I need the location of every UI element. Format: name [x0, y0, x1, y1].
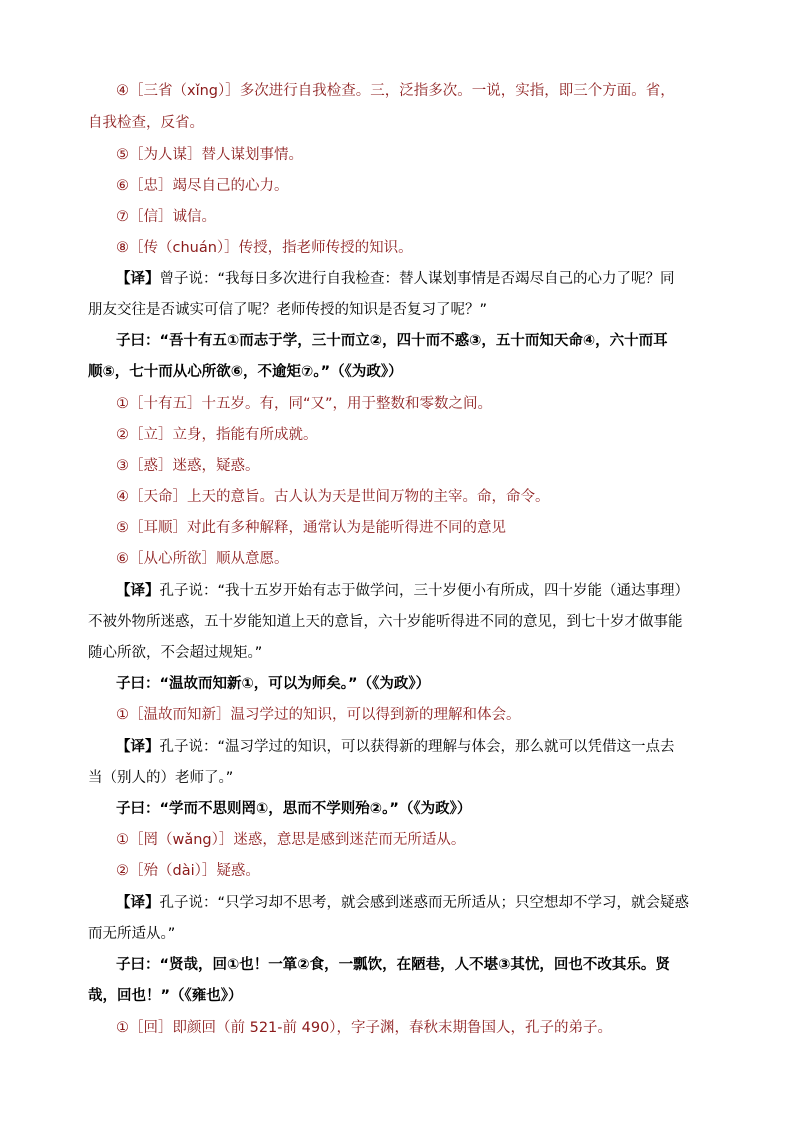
- note-line: ④［天命］上天的意旨。古人认为天是世间万物的主宰。命，命令。: [116, 489, 550, 505]
- note-line: ⑥［从心所欲］顺从意愿。: [116, 551, 289, 567]
- translation-tag: 【译】: [116, 895, 160, 911]
- translation-line: 不被外物所迷惑，五十岁能知道上天的意旨，六十岁能听得进不同的意见，到七十岁才做事能: [88, 614, 683, 630]
- note-line: ②［殆（dài）］疑惑。: [116, 863, 260, 879]
- note-line: ①［罔（wǎng）］迷惑，意思是感到迷茫而无所适从。: [116, 832, 466, 848]
- note-line: ⑦［信］诚信。: [116, 209, 216, 225]
- note-line: ③［惑］迷惑，疑惑。: [116, 458, 260, 474]
- note-line: ⑥［忠］竭尽自己的心力。: [116, 178, 289, 194]
- translation-text: 孔子说：“我十五岁开始有志于做学问，三十岁便小有所成，四十岁能（通达事理）: [159, 583, 690, 599]
- note-line: ⑤［为人谋］替人谋划事情。: [116, 147, 303, 163]
- quote-line: 子曰：“学而不思则罔①，思而不学则殆②。”（《为政》）: [116, 801, 472, 817]
- quote-line: 子曰：“温故而知新①，可以为师矣。”（《为政》）: [116, 676, 431, 692]
- note-line: ①［回］即颜回（前 521-前 490），字子渊，春秋末期鲁国人，孔子的弟子。: [116, 1020, 613, 1036]
- translation-line: 朋友交往是否诚实可信了呢？老师传授的知识是否复习了呢？”: [88, 302, 488, 318]
- translation-line: 随心所欲，不会超过规矩。”: [88, 645, 263, 661]
- translation-line: 而无所适从。”: [88, 926, 176, 942]
- note-line: ①［温故而知新］温习学过的知识，可以得到新的理解和体会。: [116, 707, 521, 723]
- translation-tag: 【译】: [116, 739, 160, 755]
- quote-line: 子曰：“吾十有五①而志于学，三十而立②，四十而不惑③，五十而知天命④，六十而耳: [116, 333, 668, 349]
- translation-tag: 【译】: [116, 583, 160, 599]
- translation-line: [116, 737, 675, 757]
- note-line: ①［十有五］十五岁。有，同“又”，用于整数和零数之间。: [116, 396, 493, 412]
- translation-text: 孔子说：“温习学过的知识，可以获得新的理解与体会，那么就可以凭借这一点去: [159, 739, 675, 755]
- quote-line: 哉，回也！”（《雍也》）: [88, 988, 243, 1004]
- translation-line: 当（别人的）老师了。”: [88, 770, 234, 786]
- note-line: ⑤［耳顺］对此有多种解释，通常认为是能听得进不同的意见: [116, 520, 506, 536]
- note-line: 自我检查，反省。: [88, 115, 204, 131]
- note-line: ⑧［传（chuán）］传授，指老师传授的知识。: [116, 240, 413, 256]
- note-line: ②［立］立身，指能有所成就。: [116, 427, 318, 443]
- translation-line: [116, 893, 689, 913]
- translation-tag: 【译】: [116, 271, 160, 287]
- note-line: ④［三省（xǐng）］多次进行自我检查。三，泛指多次。一说，实指，即三个方面。省，: [116, 83, 675, 99]
- translation-line: [116, 581, 689, 601]
- translation-text: 曾子说：“我每日多次进行自我检查：替人谋划事情是否竭尽自己的心力了呢？同: [159, 271, 675, 287]
- quote-line: 子曰：“贤哉，回①也！一箪②食，一瓢饮，在陋巷，人不堪③其忧，回也不改其乐。贤: [116, 957, 670, 973]
- quote-line: 顺⑤，七十而从心所欲⑥，不逾矩⑦。”（《为政》）: [88, 364, 403, 380]
- translation-text: 孔子说：“只学习却不思考，就会感到迷惑而无所适从；只空想却不学习，就会疑惑: [159, 895, 690, 911]
- translation-line: [116, 269, 675, 289]
